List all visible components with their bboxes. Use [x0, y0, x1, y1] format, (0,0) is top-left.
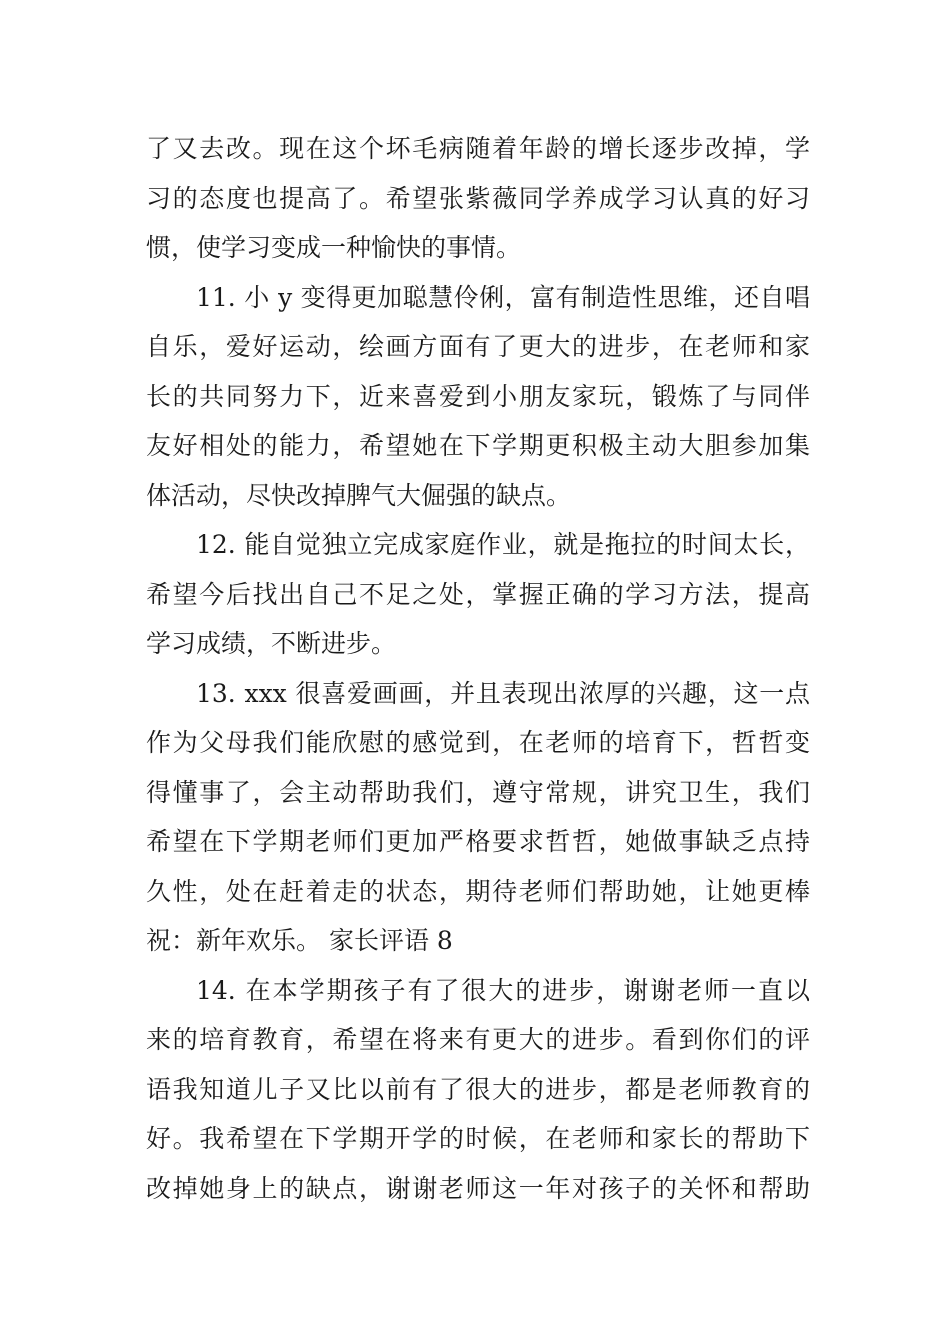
text-line: 体活动，尽快改掉脾气大倔强的缺点。	[146, 480, 572, 510]
text-line: 长的共同努力下，近来喜爱到小朋友家玩，锻炼了与同伴	[146, 381, 810, 411]
text-line: 11. 小 y 变得更加聪慧伶俐，富有制造性思维，还自唱	[196, 282, 810, 312]
text-line: 13. xxx 很喜爱画画，并且表现出浓厚的兴趣，这一点	[196, 678, 810, 708]
text-line: 得懂事了，会主动帮助我们，遵守常规，讲究卫生，我们	[146, 777, 810, 807]
text-line: 学习成绩，不断进步。	[146, 629, 397, 658]
text-line: 改掉她身上的缺点，谢谢老师这一年对孩子的关怀和帮助	[146, 1173, 810, 1203]
text-line: 14. 在本学期孩子有了很大的进步，谢谢老师一直以	[196, 975, 810, 1005]
text-line: 来的培育教育，希望在将来有更大的进步。看到你们的评	[146, 1025, 810, 1054]
text-line: 了又去改。现在这个坏毛病随着年龄的增长逐步改掉，学	[146, 134, 810, 163]
text-line: 久性，处在赶着走的状态，期待老师们帮助她，让她更棒	[146, 876, 810, 906]
text-line: 希望今后找出自己不足之处，掌握正确的学习方法，提高	[146, 579, 810, 609]
text-line: 希望在下学期老师们更加严格要求哲哲，她做事缺乏点持	[146, 827, 810, 856]
text-line: 好。我希望在下学期开学的时候，在老师和家长的帮助下	[146, 1124, 810, 1153]
text-line: 自乐，爱好运动，绘画方面有了更大的进步，在老师和家	[146, 332, 810, 361]
text-line: 作为父母我们能欣慰的感觉到，在老师的培育下，哲哲变	[146, 728, 810, 757]
text-line: 语我知道儿子又比以前有了很大的进步，都是老师教育的	[146, 1074, 810, 1104]
text-line: 祝：新年欢乐。 家长评语 8	[146, 926, 453, 955]
text-line: 12. 能自觉独立完成家庭作业，就是拖拉的时间太长，	[196, 530, 810, 559]
document-body	[146, 124, 810, 1213]
text-line: 习的态度也提高了。希望张紫薇同学养成学习认真的好习	[146, 183, 810, 213]
text-line: 惯，使学习变成一种愉快的事情。	[146, 233, 522, 262]
text-line: 友好相处的能力，希望她在下学期更积极主动大胆参加集	[146, 431, 810, 460]
